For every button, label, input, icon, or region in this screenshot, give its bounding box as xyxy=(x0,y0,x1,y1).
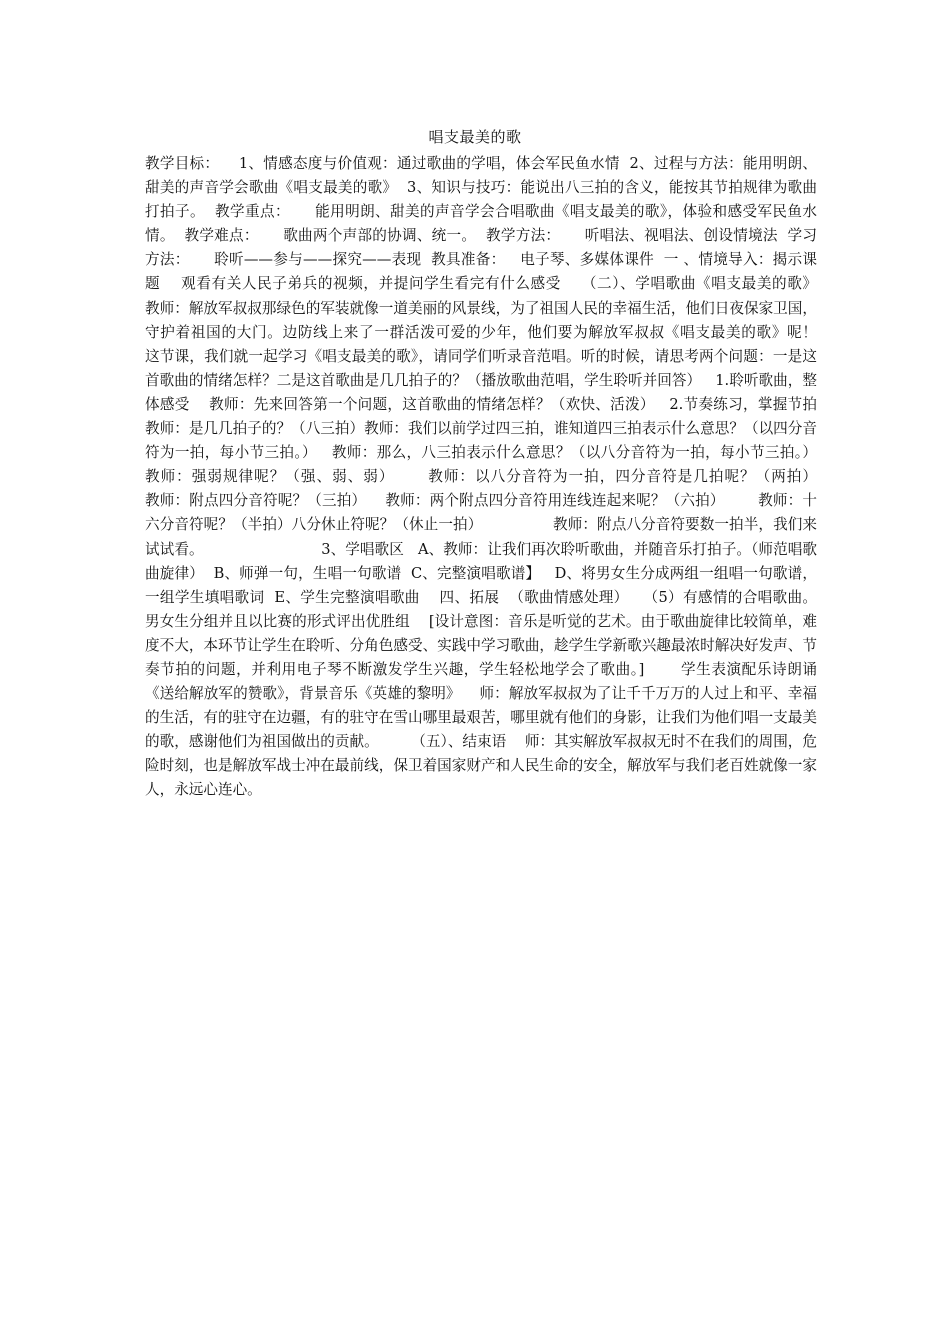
document-title: 唱支最美的歌 xyxy=(428,128,522,146)
document-body: 教学目标： 1、情感态度与价值观：通过歌曲的学唱，体会军民鱼水情 2、过程与方法：能用明朗、甜美的声音学会歌曲《唱支最美的歌》 3、知识与技巧：能说出八三拍的含义，能按其节拍规律为歌曲打拍子。 教学重点： 能用明朗、甜美的声音学会合唱歌曲《唱支最美的歌》，体验和感受军民鱼水情。 教学难点： 歌曲两个声部的协调、统一。 教学方法： 听唱法、视唱法、创设情境法 学习方法： 聆听——参与——探究——表现 教具准备： 电子琴、多媒体课件 一 、情境导入：揭示课题 观看有关人民子弟兵的视频，并提问学生看完有什么感受 （二）、学唱歌曲《唱支最美的歌》 教师：解放军叔叔那绿色的军装就像一道美丽的风景线，为了祖国人民的幸福生活，他们日夜保家卫国，守护着祖国的大门。边防线上来了一群活泼可爱的少年，他们要为解放军叔叔《唱支最美的歌》呢！ 这节课，我们就一起学习《唱支最美的歌》，请同学们听录音范唱。听的时候，请思考两个问题：一是这首歌曲的情绪怎样？二是这首歌曲是几几拍子的？（播放歌曲范唱，学生聆听并回答） 1.聆听歌曲，整体感受 教师：先来回答第一个问题，这首歌曲的情绪怎样？（欢快、活泼） 2.节奏练习，掌握节拍 教师：是几几拍子的？（八三拍）教师：我们以前学过四三拍，谁知道四三拍表示什么意思？（以四分音符为一拍，每小节三拍。） 教师：那么，八三拍表示什么意思？（以八分音符为一拍，每小节三拍。） 教师：强弱规律呢？（强、弱、弱） 教师：以八分音符为一拍，四分音符是几拍呢？（两拍） 教师：附点四分音符呢？（三拍） 教师：两个附点四分音符用连线连起来呢？（六拍） 教师：十六分音符呢？（半拍）八分休止符呢？（休止一拍） 教师：附点八分音符要数一拍半，我们来试试看。 3、学唱歌区 A、教师：让我们再次聆听歌曲，并随音乐打拍子。（师范唱歌曲旋律） B、师弹一句，生唱一句歌谱 C、完整演唱歌谱】 D、将男女生分成两组一组唱一句歌谱，一组学生填唱歌词 E、学生完整演唱歌曲 四、拓展 （歌曲情感处理） （5）有感情的合唱歌曲。 男女生分组并且以比赛的形式评出优胜组 [设计意图：音乐是听觉的艺术。由于歌曲旋律比较简单，难度不大，本环节让学生在聆听、分角色感受、实践中学习歌曲，趁学生学新歌兴趣最浓时解决好发声、节奏节拍的问题，并利用电子琴不断激发学生兴趣，学生轻松地学会了歌曲。] 学生表演配乐诗朗诵《送给解放军的赞歌》，背景音乐《英雄的黎明》 师：解放军叔叔为了让千千万万的人过上和平、幸福的生活，有的驻守在边疆，有的驻守在雪山哪里最艰苦，哪里就有他们的身影，让我们为他们唱一支最美的歌，感谢他们为祖国做出的贡献。 （五）、结束语 师：其实解放军叔叔无时不在我们的周围，危险时刻，也是解放军战士冲在最前线，保卫着国家财产和人民生命的安全，解放军与我们老百姓就像一家人，永远心连心。 xyxy=(145,155,855,799)
